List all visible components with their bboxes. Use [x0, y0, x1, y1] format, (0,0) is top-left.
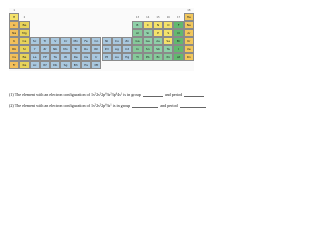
config-orbital: 3p — [111, 92, 116, 97]
element-cell-db: Db — [50, 61, 60, 69]
element-cell-k: K — [9, 37, 19, 45]
element-cell-ne: Ne — [184, 21, 194, 29]
element-cell-i: I — [173, 45, 183, 53]
element-cell-cs: Cs — [9, 53, 19, 61]
element-cell-as: As — [153, 37, 163, 45]
element-cell-o: O — [163, 21, 173, 29]
config-electron-count: 2 — [99, 103, 102, 107]
element-cell-sg: Sg — [60, 61, 70, 69]
element-cell-hf: Hf — [40, 53, 50, 61]
element-cell-la: La — [30, 53, 40, 61]
question-1-period-answer[interactable] — [184, 92, 204, 97]
element-cell-cr: Cr — [60, 37, 70, 45]
element-cell-se: Se — [163, 37, 173, 45]
group-number-label: 14 — [146, 16, 150, 19]
element-cell-ar: Ar — [184, 29, 194, 37]
element-cell-cu: Cu — [112, 37, 122, 45]
group-number-label: 17 — [176, 16, 181, 19]
element-cell-s: S — [163, 29, 173, 37]
config-orbital: 3s — [106, 92, 111, 97]
config-orbital: 4s — [117, 92, 121, 97]
question-1 — [9, 92, 205, 97]
config-electron-count: 6 — [115, 92, 118, 96]
element-cell-ag: Ag — [112, 45, 122, 53]
element-cell-ir: Ir — [91, 53, 101, 61]
config-orbital: 2p — [101, 103, 106, 108]
question-2-config — [91, 103, 112, 108]
question-1-text: (1) The element with an electron configuration of — [9, 92, 90, 97]
element-cell-ca: Ca — [19, 37, 29, 45]
element-cell-tl: Tl — [132, 53, 142, 61]
element-cell-in: In — [132, 45, 142, 53]
element-cell-mg: Mg — [19, 29, 29, 37]
question-1-config — [91, 92, 122, 97]
element-cell-pd: Pd — [102, 45, 112, 53]
group-number-label: 18 — [187, 9, 191, 12]
question-1-period-label: and period — [164, 92, 183, 97]
question-1-middle: is in group — [123, 92, 141, 97]
element-cell-si: Si — [143, 29, 153, 37]
element-cell-tc: Tc — [71, 45, 81, 53]
element-cell-fe: Fe — [81, 37, 91, 45]
question-1-group-answer[interactable] — [143, 92, 163, 97]
config-electron-count: 2 — [94, 103, 97, 107]
group-number-label: 13 — [135, 16, 140, 19]
element-cell-fr: Fr — [9, 61, 19, 69]
question-2-period-label: and period — [160, 103, 178, 108]
element-cell-ge: Ge — [143, 37, 153, 45]
element-cell-h: H — [9, 13, 19, 21]
question-2-group-answer[interactable] — [132, 103, 158, 108]
element-cell-mn: Mn — [71, 37, 81, 45]
element-cell-sr: Sr — [19, 45, 29, 53]
question-2-text: (2) The element with an electron configuration of — [9, 103, 90, 108]
config-electron-count: 1 — [110, 103, 112, 107]
group-number-label: 15 — [156, 16, 160, 19]
element-cell-n: N — [153, 21, 163, 29]
element-cell-ta: Ta — [50, 53, 60, 61]
element-cell-pb: Pb — [143, 53, 153, 61]
config-electron-count: 2 — [99, 92, 102, 96]
element-cell-cd: Cd — [122, 45, 132, 53]
config-electron-count: 6 — [105, 92, 107, 96]
element-cell-te: Te — [163, 45, 173, 53]
question-2 — [9, 103, 207, 108]
config-orbital: 1s — [91, 92, 95, 97]
element-cell-b: B — [132, 21, 142, 29]
element-cell-re: Re — [71, 53, 81, 61]
config-orbital: 3s — [106, 103, 111, 108]
element-cell-sb: Sb — [153, 45, 163, 53]
element-cell-y: Y — [30, 45, 40, 53]
element-cell-ti: Ti — [40, 37, 50, 45]
element-cell-sc: Sc — [30, 37, 40, 45]
config-orbital: 2p — [101, 92, 106, 97]
element-cell-ru: Ru — [81, 45, 91, 53]
element-cell-ra: Ra — [19, 61, 29, 69]
element-cell-br: Br — [173, 37, 183, 45]
element-cell-kr: Kr — [184, 37, 194, 45]
element-cell-cl: Cl — [173, 29, 183, 37]
element-cell-be: Be — [19, 21, 29, 29]
group-number-label: 16 — [166, 16, 170, 19]
element-cell-co: Co — [91, 37, 101, 45]
element-cell-pt: Pt — [102, 53, 112, 61]
element-cell-zr: Zr — [40, 45, 50, 53]
element-cell-sn: Sn — [143, 45, 153, 53]
element-cell-f: F — [173, 21, 183, 29]
element-cell-na: Na — [9, 29, 19, 37]
element-cell-he: He — [184, 13, 194, 21]
element-cell-ga: Ga — [132, 37, 142, 45]
config-electron-count: 1 — [120, 92, 123, 96]
question-2-period-answer[interactable] — [180, 103, 206, 108]
config-orbital: 2s — [96, 103, 100, 108]
config-orbital: 1s — [91, 103, 95, 108]
element-cell-w: W — [60, 53, 70, 61]
element-cell-bi: Bi — [153, 53, 163, 61]
element-cell-rn: Rn — [184, 53, 194, 61]
element-cell-os: Os — [81, 53, 91, 61]
element-cell-ni: Ni — [102, 37, 112, 45]
element-cell-at: At — [173, 53, 183, 61]
config-electron-count: 6 — [105, 103, 107, 107]
element-cell-mo: Mo — [60, 45, 70, 53]
element-cell-au: Au — [112, 53, 122, 61]
element-cell-v: V — [50, 37, 60, 45]
config-orbital: 2s — [96, 92, 100, 97]
group-number-label: 2 — [23, 16, 26, 19]
element-cell-hg: Hg — [122, 53, 132, 61]
element-cell-rf: Rf — [40, 61, 50, 69]
element-cell-nb: Nb — [50, 45, 60, 53]
element-cell-li: Li — [9, 21, 19, 29]
group-number-label: 1 — [13, 9, 15, 12]
element-cell-xe: Xe — [184, 45, 194, 53]
element-cell-hs: Hs — [81, 61, 91, 69]
element-cell-rb: Rb — [9, 45, 19, 53]
element-cell-mt: Mt — [91, 61, 101, 69]
config-electron-count: 2 — [94, 92, 97, 96]
element-cell-bh: Bh — [71, 61, 81, 69]
element-cell-zn: Zn — [122, 37, 132, 45]
config-electron-count: 2 — [110, 92, 112, 96]
element-cell-rh: Rh — [91, 45, 101, 53]
question-2-middle: is in group — [112, 103, 131, 108]
element-cell-po: Po — [163, 53, 173, 61]
element-cell-al: Al — [132, 29, 142, 37]
periodic-table — [9, 8, 194, 71]
element-cell-c: C — [143, 21, 153, 29]
element-cell-ba: Ba — [19, 53, 29, 61]
element-cell-p: P — [153, 29, 163, 37]
element-cell-ac: Ac — [30, 61, 40, 69]
